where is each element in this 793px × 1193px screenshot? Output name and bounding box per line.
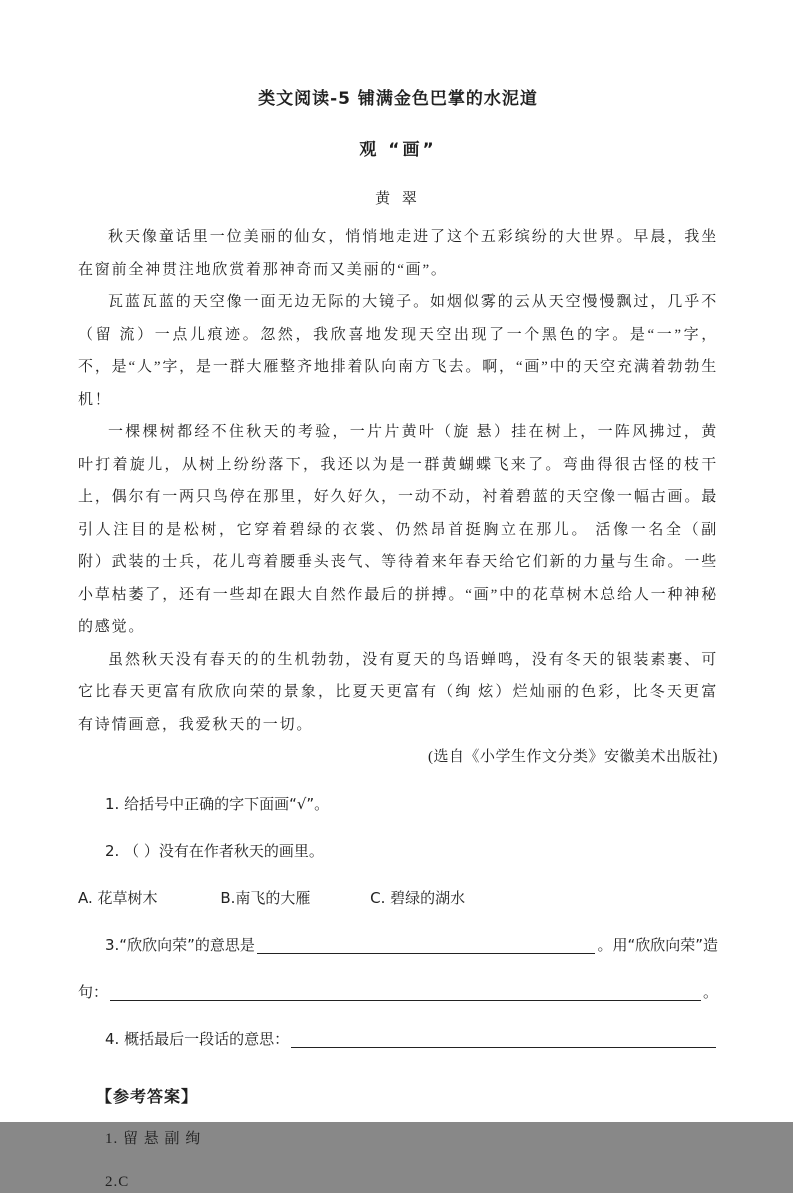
- option-a: A. 花草树木: [78, 888, 158, 907]
- answer-item-1: 1. 留 悬 副 绚: [105, 1130, 202, 1147]
- answer-blank-line: [110, 999, 701, 1001]
- question-3-line2-prefix: 句：: [78, 982, 109, 1001]
- article-author: 黄 翠: [375, 191, 421, 207]
- reference-answers-heading: 【参考答案】: [96, 1086, 199, 1106]
- page-title: 类文阅读-5 铺满金色巴掌的水泥道: [258, 89, 538, 109]
- question-3-line-1: [78, 935, 718, 956]
- answer-blank-line: [257, 952, 596, 954]
- question-3-line-2: [78, 982, 718, 1003]
- question-3-line2-suffix: 。: [702, 982, 718, 1001]
- question-2: 2. （ ）没有在作者秋天的画里。: [105, 841, 324, 860]
- article-paragraph-2: 瓦蓝瓦蓝的天空像一面无边无际的大镜子。如烟似雾的云从天空慢慢飘过，几乎不（留 流）一点儿痕迹。忽然，我欣喜地发现天空出现了一个黑色的字。是“一”字，不，是“人”字，是一群大雁整齐地排着队向南方飞去。啊，“画”中的天空充满着勃勃生机！: [78, 294, 718, 408]
- source-attribution: (选自《小学生作文分类》安徽美术出版社): [428, 749, 718, 765]
- question-3-prefix: 3.“欣欣向荣”的意思是: [105, 935, 255, 954]
- question-4-prefix: 4. 概括最后一段话的意思：: [105, 1029, 290, 1048]
- answer-item-2: 2.C: [105, 1173, 130, 1190]
- option-b: B.南飞的大雁: [220, 888, 311, 907]
- question-4: [78, 1029, 718, 1050]
- article-title: 观 “画”: [359, 140, 437, 160]
- questions-section: [78, 794, 718, 1050]
- article-body: [78, 221, 718, 774]
- question-3-suffix: 。用“欣欣向荣”造: [597, 935, 718, 954]
- answer-blank-line: [291, 1046, 716, 1048]
- question-1: 1. 给括号中正确的字下面画“√”。: [105, 794, 330, 813]
- article-paragraph-1: 秋天像童话里一位美丽的仙女，悄悄地走进了这个五彩缤纷的大世界。早晨，我坐在窗前全神贯注地欣赏着那神奇而又美丽的“画”。: [78, 229, 718, 278]
- article-paragraph-3: 一棵棵树都经不住秋天的考验，一片片黄叶（旋 悬）挂在树上，一阵风拂过，黄叶打着旋儿，从树上纷纷落下，我还以为是一群黄蝴蝶飞来了。弯曲得很古怪的枝干上，偶尔有一两只鸟停在那里，好久好久，一动不动，衬着碧蓝的天空像一幅古画。最引人注目的是松树，它穿着碧绿的衣裳、仍然昂首挺胸立在那儿。 活像一名全（副 附）武装的士兵，花儿弯着腰垂头丧气、等待着来年春天给它们新的力量与生命。一些小草枯萎了，还有一些却在跟大自然作最后的拼搏。“画”中的花草树木总给人一种神秘的感觉。: [78, 424, 718, 635]
- option-c: C. 碧绿的湖水: [370, 888, 466, 907]
- question-2-options: [78, 888, 718, 909]
- article-paragraph-4: 虽然秋天没有春天的的生机勃勃，没有夏天的鸟语蝉鸣，没有冬天的银装素裹、可它比春天更富有欣欣向荣的景象，比夏天更富有（绚 炫）烂灿丽的色彩，比冬天更富有诗情画意，我爱秋天的一切。: [78, 651, 718, 733]
